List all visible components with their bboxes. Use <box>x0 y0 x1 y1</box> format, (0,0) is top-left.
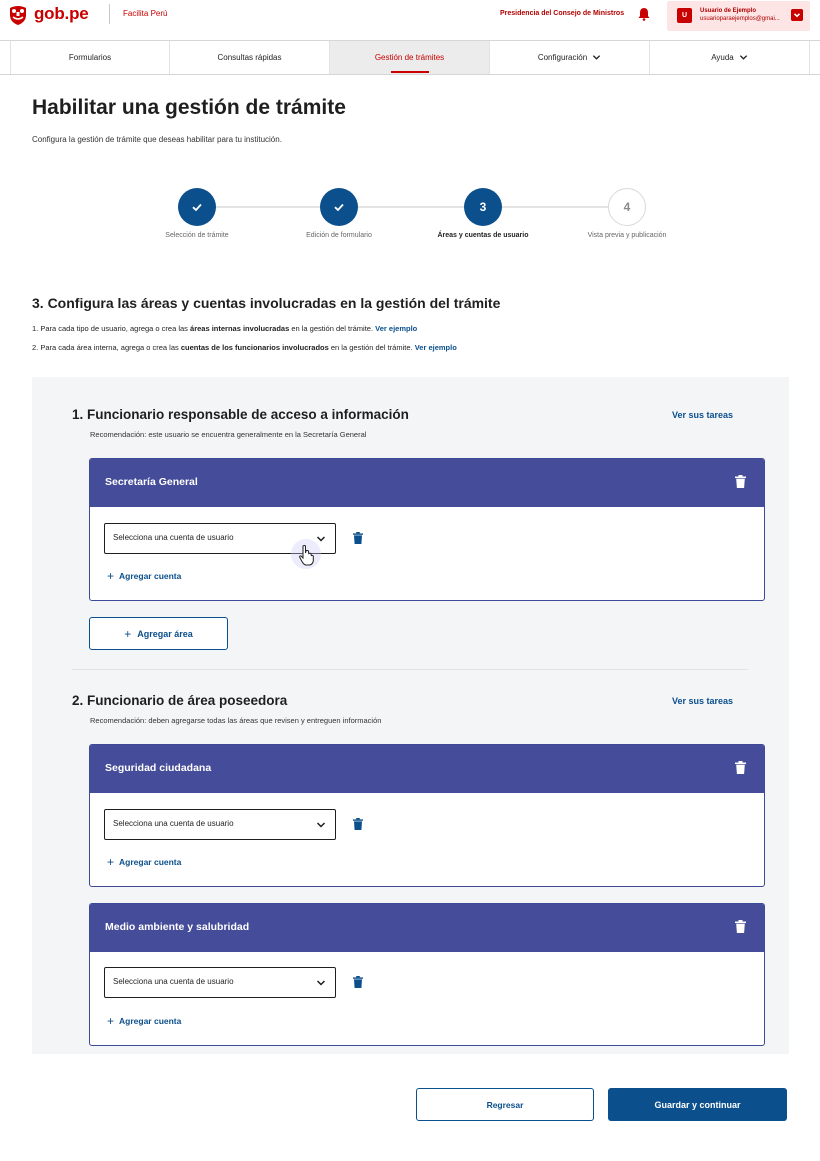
plus-icon: + <box>124 626 132 641</box>
instruction-2 <box>32 343 457 352</box>
user-account-select[interactable] <box>104 809 336 840</box>
group-divider <box>72 669 748 670</box>
add-account-button[interactable] <box>107 571 181 581</box>
tab-label: Configuración <box>537 53 588 62</box>
tab-label: Ayuda <box>711 53 734 62</box>
add-account-label: Agregar cuenta <box>119 1016 182 1026</box>
gobpe-logo[interactable] <box>6 2 89 26</box>
app-name: Facilita Perú <box>123 9 168 18</box>
chevron-down-icon <box>592 53 601 62</box>
instruction-bold: cuentas de los funcionarios involucrados <box>180 343 329 352</box>
area-card-seguridad-ciudadana <box>89 744 765 887</box>
bell-icon[interactable] <box>638 7 650 21</box>
top-header <box>0 0 820 32</box>
add-account-label: Agregar cuenta <box>119 857 182 867</box>
select-placeholder: Selecciona una cuenta de usuario <box>113 977 234 986</box>
instruction-text: 1. Para cada tipo de usuario, agrega o crea las <box>32 324 191 333</box>
page-subtitle: Configura la gestión de trámite que deseas habilitar para tu institución. <box>32 135 282 144</box>
user-name: Usuario de Ejemplo <box>700 8 757 14</box>
step-1-label: Selección de trámite <box>165 232 229 239</box>
step-2-label: Edición de formulario <box>306 232 372 239</box>
plus-icon: + <box>107 855 115 869</box>
main-nav <box>0 40 820 75</box>
area-card-header <box>90 745 764 793</box>
trash-icon[interactable] <box>735 920 746 933</box>
tab-ayuda[interactable] <box>650 41 810 74</box>
step-3-label: Áreas y cuentas de usuario <box>437 232 529 239</box>
instruction-bold: áreas internas involucradas <box>190 324 290 333</box>
step-3-current <box>464 188 502 226</box>
ver-ejemplo-link[interactable]: Ver ejemplo <box>375 324 418 333</box>
user-menu[interactable] <box>667 1 810 31</box>
area-card-medio-ambiente <box>89 903 765 1046</box>
area-card-header <box>90 459 764 507</box>
tab-label: Consultas rápidas <box>217 53 282 62</box>
group-2-title: 2. Funcionario de área poseedora <box>72 693 288 708</box>
trash-icon[interactable] <box>735 761 746 774</box>
tab-formularios[interactable] <box>10 41 170 74</box>
area-card-header <box>90 904 764 952</box>
trash-icon[interactable] <box>353 532 363 544</box>
trash-icon[interactable] <box>353 818 363 830</box>
user-account-select[interactable] <box>104 967 336 998</box>
trash-icon[interactable] <box>735 475 746 488</box>
tab-configuracion[interactable] <box>490 41 650 74</box>
group-1-title: 1. Funcionario responsable de acceso a información <box>72 407 409 422</box>
area-card-secretaria-general <box>89 458 765 601</box>
ver-ejemplo-link[interactable]: Ver ejemplo <box>414 343 457 352</box>
step-connector <box>502 206 608 208</box>
step-2-done <box>320 188 358 226</box>
tab-gestion-de-tramites[interactable] <box>330 41 490 74</box>
tab-consultas-rapidas[interactable] <box>170 41 330 74</box>
add-account-button[interactable] <box>107 1016 181 1026</box>
add-account-button[interactable] <box>107 857 181 867</box>
group-2-recommendation: Recomendación: deben agregarse todas las áreas que revisen y entreguen información <box>90 716 382 725</box>
user-email: usuarioparaejemplos@gmai... <box>700 16 780 22</box>
instruction-text: en la gestión del trámite. <box>289 324 376 333</box>
step-connector <box>358 206 464 208</box>
logo-text: gob.pe <box>34 4 89 23</box>
ver-sus-tareas-link[interactable]: Ver sus tareas <box>672 410 734 420</box>
plus-icon: + <box>107 569 115 583</box>
section-title: 3. Configura las áreas y cuentas involucradas en la gestión del trámite <box>32 295 501 311</box>
peru-shield-icon <box>6 2 30 26</box>
step-4-label: Vista previa y publicación <box>587 232 667 239</box>
instruction-text: en la gestión del trámite. <box>328 343 415 352</box>
step-4-pending <box>608 188 646 226</box>
select-placeholder: Selecciona una cuenta de usuario <box>113 819 234 828</box>
tab-label: Formularios <box>68 53 112 62</box>
ministry-name: Presidencia del Consejo de Ministros <box>500 10 625 17</box>
area-name: Secretaría General <box>105 476 198 488</box>
select-placeholder: Selecciona una cuenta de usuario <box>113 533 234 542</box>
chevron-down-icon <box>316 820 326 830</box>
area-name: Seguridad ciudadana <box>105 762 212 774</box>
plus-icon: + <box>107 1014 115 1028</box>
ver-sus-tareas-link[interactable]: Ver sus tareas <box>672 696 734 706</box>
instruction-1 <box>32 324 417 333</box>
save-continue-button[interactable]: Guardar y continuar <box>608 1088 787 1121</box>
step-number: 4 <box>623 200 631 214</box>
instruction-text: 2. Para cada área interna, agrega o crea las <box>32 343 181 352</box>
trash-icon[interactable] <box>353 976 363 988</box>
header-divider <box>109 4 110 24</box>
area-name: Medio ambiente y salubridad <box>105 921 250 933</box>
add-area-button[interactable] <box>89 617 228 650</box>
add-area-label: Agregar área <box>137 628 193 639</box>
group-1-recommendation: Recomendación: este usuario se encuentra generalmente en la Secretaría General <box>90 430 367 439</box>
check-icon <box>191 201 203 213</box>
step-connector <box>216 206 320 208</box>
add-account-label: Agregar cuenta <box>119 571 182 581</box>
page-title: Habilitar una gestión de trámite <box>32 96 346 119</box>
step-1-done <box>178 188 216 226</box>
chevron-down-icon <box>316 978 326 988</box>
chevron-down-icon[interactable] <box>791 9 803 21</box>
hand-cursor-icon <box>290 538 322 570</box>
chevron-down-icon <box>739 53 748 62</box>
avatar: U <box>677 8 692 23</box>
step-number: 3 <box>479 200 487 214</box>
tab-label: Gestión de trámites <box>374 53 445 62</box>
check-icon <box>333 201 345 213</box>
back-button[interactable]: Regresar <box>416 1088 594 1121</box>
